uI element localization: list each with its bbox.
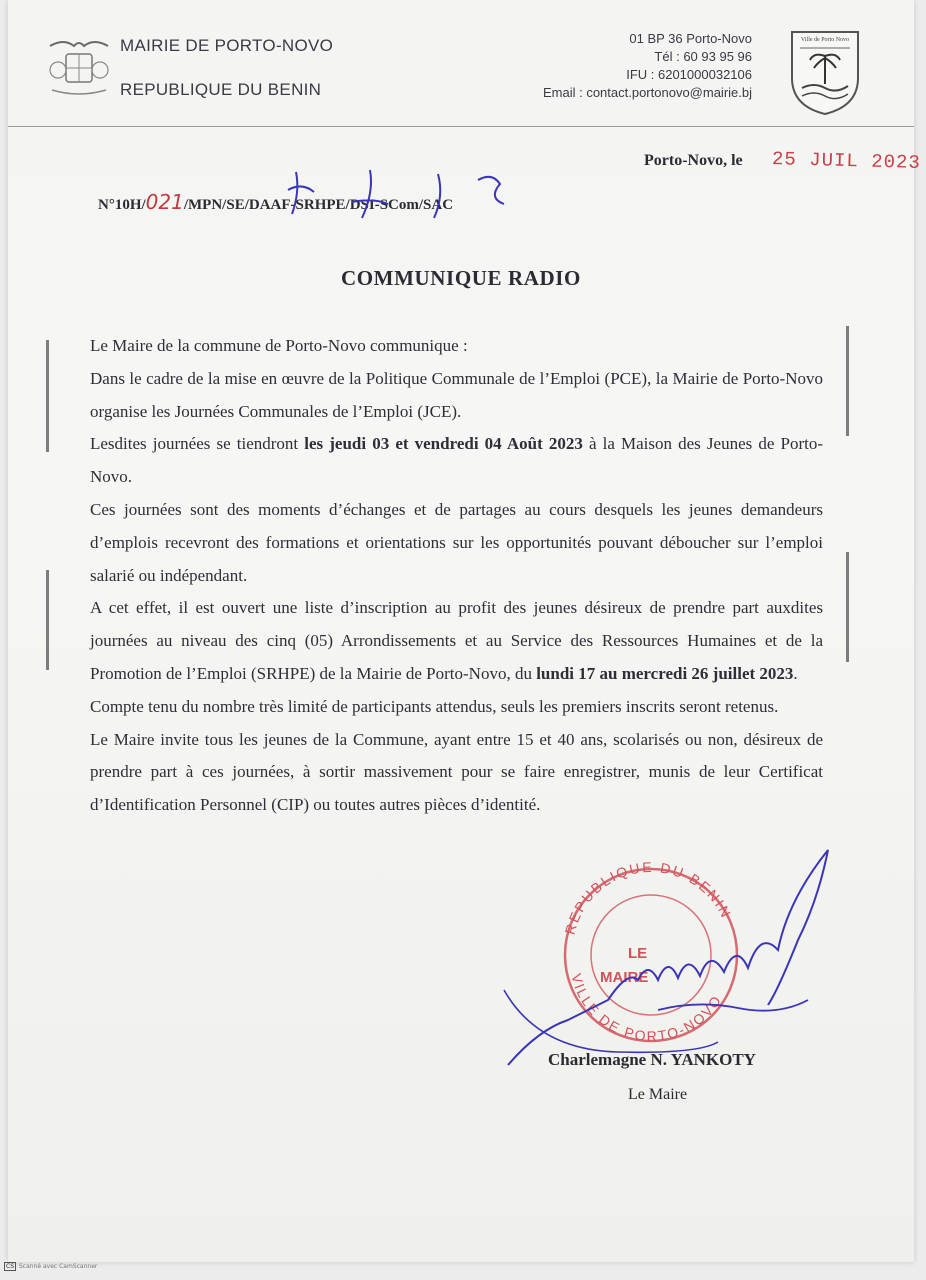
date-stamp: 25 JUIL 2023	[771, 148, 922, 174]
reference-prefix: N°10H/	[98, 197, 146, 213]
document-title: COMMUNIQUE RADIO	[340, 266, 581, 290]
crest-caption: Ville de Porto Novo	[800, 37, 850, 43]
svg-text:REPUBLIQUE DU BENIN	[562, 859, 735, 936]
phone-number: Tél : 60 93 95 96	[654, 49, 752, 64]
paragraph-purpose: Ces journées sont des moments d’échanges et de partages au cours desquels les jeunes demandeurs d’emplois recevront des formations et orientations sur les opportunités pouvant déboucher sur l’emploi salarié ou indépendant.	[90, 499, 823, 585]
official-stamp	[478, 830, 858, 1080]
postal-address: 01 BP 36 Porto-Novo	[629, 31, 752, 46]
place-date-label: Porto-Novo, le	[644, 152, 743, 169]
event-dates: les jeudi 03 et vendredi 04 Août 2023	[304, 434, 583, 454]
email-address: Email : contact.portonovo@mairie.bj	[542, 85, 752, 100]
ifu-number: IFU : 6201000032106	[626, 67, 752, 82]
scan-artifact-bar	[46, 570, 49, 670]
stamp-inner-line1: LE	[628, 945, 648, 962]
paragraph-invitation: Le Maire invite tous les jeunes de la Commune, ayant entre 15 et 40 ans, scolarisés ou non, désireux de prendre part à ces journées, à sortir massivement pour se faire enregistrer, munis de leur Certificat d’Identification Personnel (CIP) ou toutes autres pièces d’identité.	[90, 729, 823, 815]
paragraph-intro: Le Maire de la commune de Porto-Novo communique :	[90, 336, 468, 355]
org-name: MAIRIE DE PORTO-NOVO	[120, 36, 334, 55]
scan-artifact-bar	[46, 340, 49, 452]
header-divider	[8, 126, 914, 127]
scanner-text: Scanné avec CamScanner	[19, 1263, 98, 1270]
reference-suffix: /MPN/SE/DAAF-SRHPE/DSI-SCom/SAC	[183, 197, 454, 213]
paragraph-dates: Lesdites journées se tiendront les jeudi 03 et vendredi 04 Août 2023 à la Maison des Jeunes de Porto-Novo.	[90, 434, 824, 487]
signatory-title: Le Maire	[628, 1086, 688, 1103]
signatory-name: Charlemagne N. YANKOTY	[548, 1050, 756, 1069]
camscanner-icon: CS	[6, 1263, 14, 1270]
scanner-watermark	[4, 1262, 97, 1271]
contact-block	[543, 30, 752, 102]
stamp-ring-bottom: VILLE DE PORTO-NOVO	[568, 971, 725, 1045]
communique-body	[90, 330, 823, 822]
country-name: REPUBLIQUE DU BENIN	[120, 80, 322, 99]
paragraph-registration: A cet effet, il est ouvert une liste d’inscription au profit des jeunes désireux de prendre part auxdites journées au niveau des cinq (05) Arrondissements et au Service des Ressources Humaines et de la Promotion de l’Emploi (SRHPE) de la Mairie de Porto-Novo, du lundi 17 au mercredi 26 juillet 2023.	[90, 598, 823, 683]
letter-page	[8, 0, 922, 1262]
paragraph-context: Dans le cadre de la mise en œuvre de la Politique Communale de l’Emploi (PCE), la Mairie de Porto-Novo organise les Journées Communales de l’Emploi (JCE).	[90, 368, 823, 421]
stamp-inner-line2: MAIRE	[600, 969, 649, 986]
coat-of-arms-benin-icon	[44, 36, 114, 100]
handwritten-strokes	[278, 162, 598, 222]
porto-novo-city-crest-icon	[784, 26, 866, 118]
scan-artifact-bar	[846, 326, 849, 436]
stamp-ring-top: REPUBLIQUE DU BENIN	[561, 858, 735, 937]
scan-artifact-bar	[846, 552, 849, 662]
paragraph-limited: Compte tenu du nombre très limité de participants attendus, seuls les premiers inscrits seront retenus.	[90, 696, 779, 716]
registration-dates: lundi 17 au mercredi 26 juillet 2023	[536, 663, 794, 683]
reference-handwritten-number: 021	[145, 190, 184, 214]
